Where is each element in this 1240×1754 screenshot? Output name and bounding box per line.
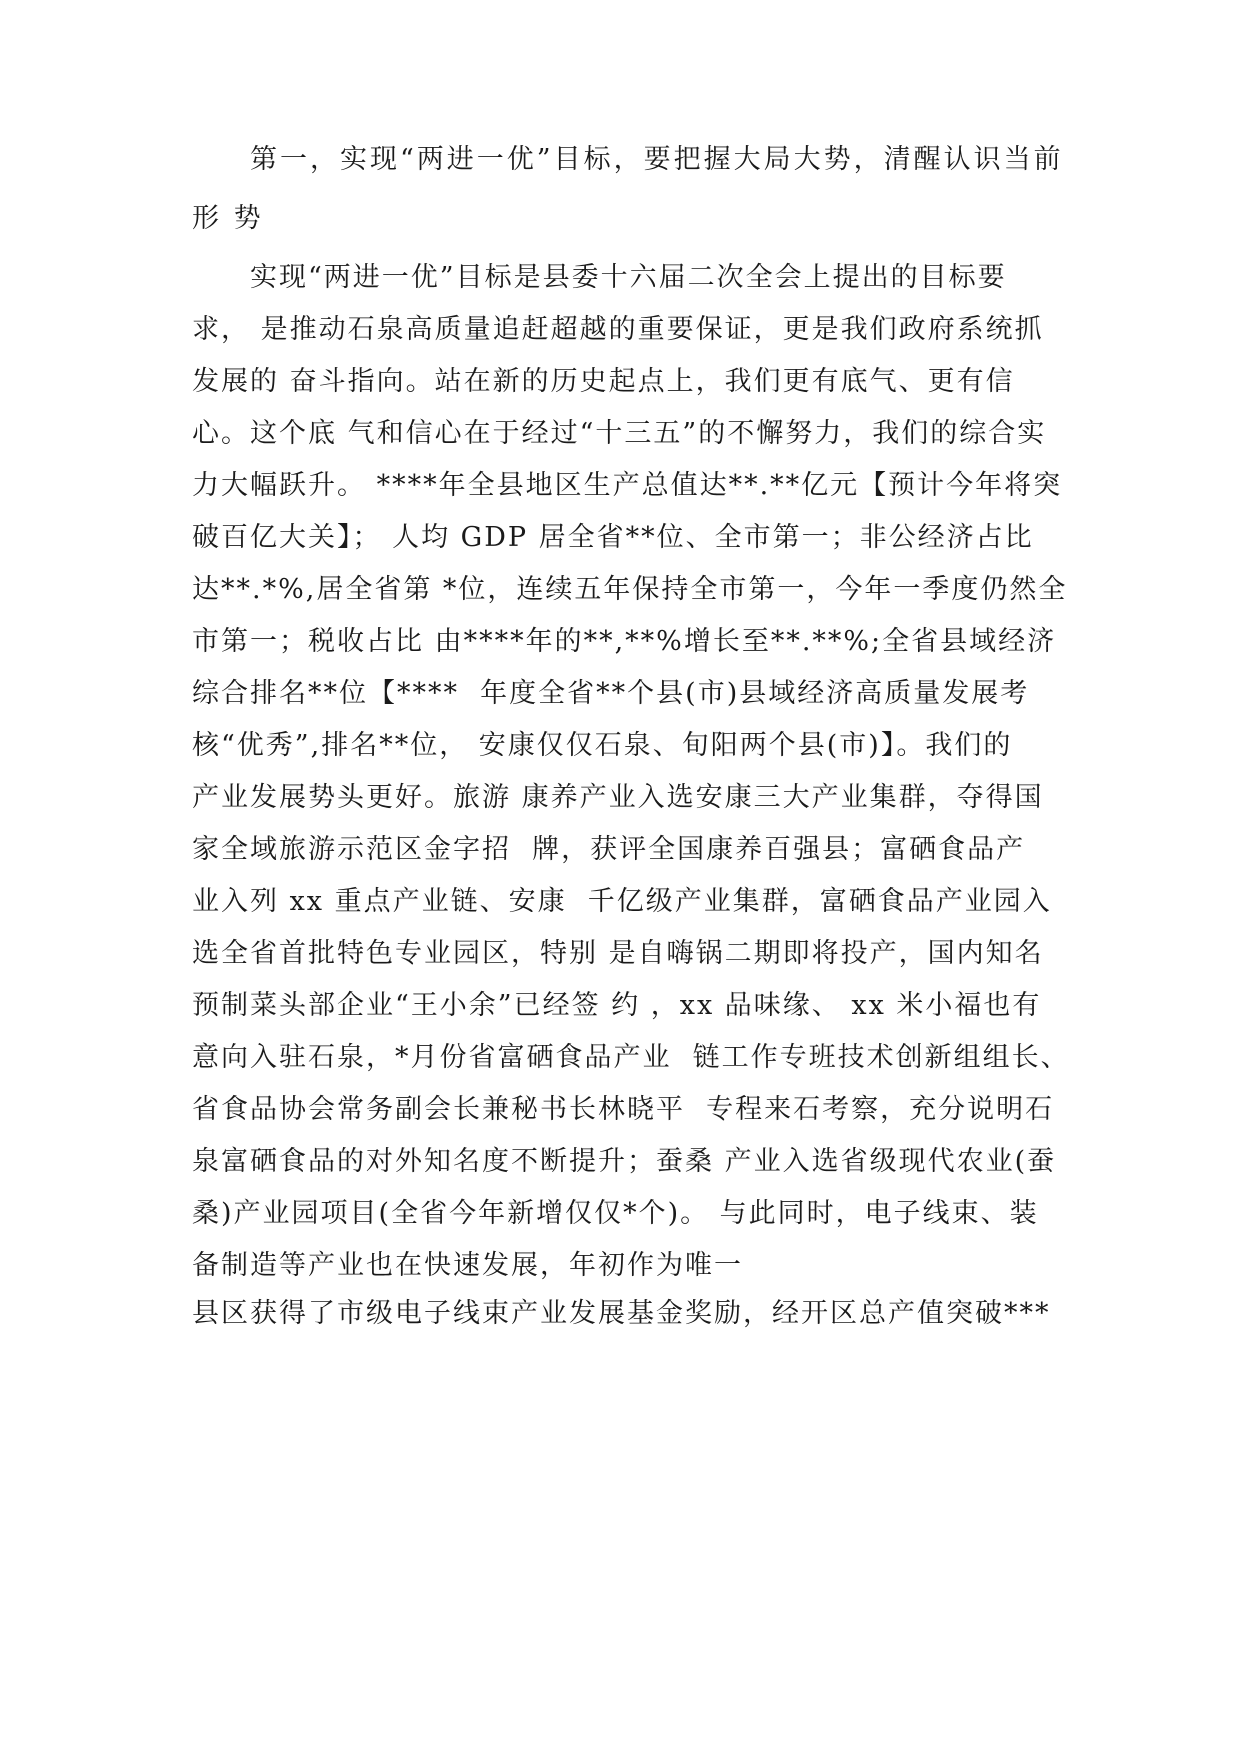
body-line-14: 选全省首批特色专业园区，特别 是自嗨锅二期即将投产，国内知名 <box>192 938 1044 969</box>
body-line-3: 发展的 奋斗指向。站在新的历史起点上，我们更有底气、更有信 <box>192 366 1015 397</box>
body-line-7: 达**.*%,居全省第 *位，连续五年保持全市第一，今年一季度仍然全 <box>192 574 1068 605</box>
body-line-1: 实现“两进一优”目标是县委十六届二次全会上提出的目标要 <box>250 262 1007 293</box>
body-line-6: 破百亿大关】； 人均 GDP 居全省**位、全市第一；非公经济占比 <box>192 522 1034 553</box>
body-line-5: 力大幅跃升。 ****年全县地区生产总值达**.**亿元【预计今年将突 <box>192 470 1063 501</box>
body-line-12: 家全域旅游示范区金字招 牌，获评全国康养百强县；富硒食品产 <box>192 834 1026 865</box>
body-line-13: 业入列 xx 重点产业链、安康 千亿级产业集群，富硒食品产业园入 <box>192 886 1052 917</box>
body-line-19: 桑)产业园项目(全省今年新增仅仅*个)。 与此同时，电子线束、装 <box>192 1198 1039 1229</box>
body-line-10: 核“优秀”,排名**位， 安康仅仅石泉、旬阳两个县(市)】。我们的 <box>192 730 1013 761</box>
body-line-11: 产业发展势头更好。旅游 康养产业入选安康三大产业集群，夺得国 <box>192 782 1044 813</box>
body-line-18: 泉富硒食品的对外知名度不断提升；蚕桑 产业入选省级现代农业(蚕 <box>192 1146 1057 1177</box>
body-line-4: 心。这个底 气和信心在于经过“十三五”的不懈努力，我们的综合实 <box>192 418 1047 449</box>
body-line-2: 求， 是推动石泉高质量追赶超越的重要保证，更是我们政府系统抓 <box>192 314 1044 345</box>
body-line-8: 市第一；税收占比 由****年的**,**%增长至**.**%;全省县域经济 <box>192 626 1057 657</box>
heading-line-1: 第一，实现“两进一优”目标，要把握大局大势，清醒认识当前 <box>250 144 1064 175</box>
body-line-15: 预制菜头部企业“王小余”已经签 约 ，xx 品味缘、 xx 米小福也有 <box>192 990 1042 1021</box>
body-line-9: 综合排名**位【**** 年度全省**个县(市)县域经济高质量发展考 <box>192 678 1030 709</box>
heading-line-2: 形 势 <box>192 203 264 234</box>
body-line-17: 省食品协会常务副会长兼秘书长林晓平 专程来石考察，充分说明石 <box>192 1094 1055 1125</box>
body-line-21: 县区获得了市级电子线束产业发展基金奖励，经开区总产值突破*** <box>192 1298 1051 1329</box>
body-line-16: 意向入驻石泉，*月份省富硒食品产业 链工作专班技术创新组组长、 <box>192 1042 1070 1073</box>
body-line-20: 备制造等产业也在快速发展，年初作为唯一 <box>192 1250 743 1281</box>
